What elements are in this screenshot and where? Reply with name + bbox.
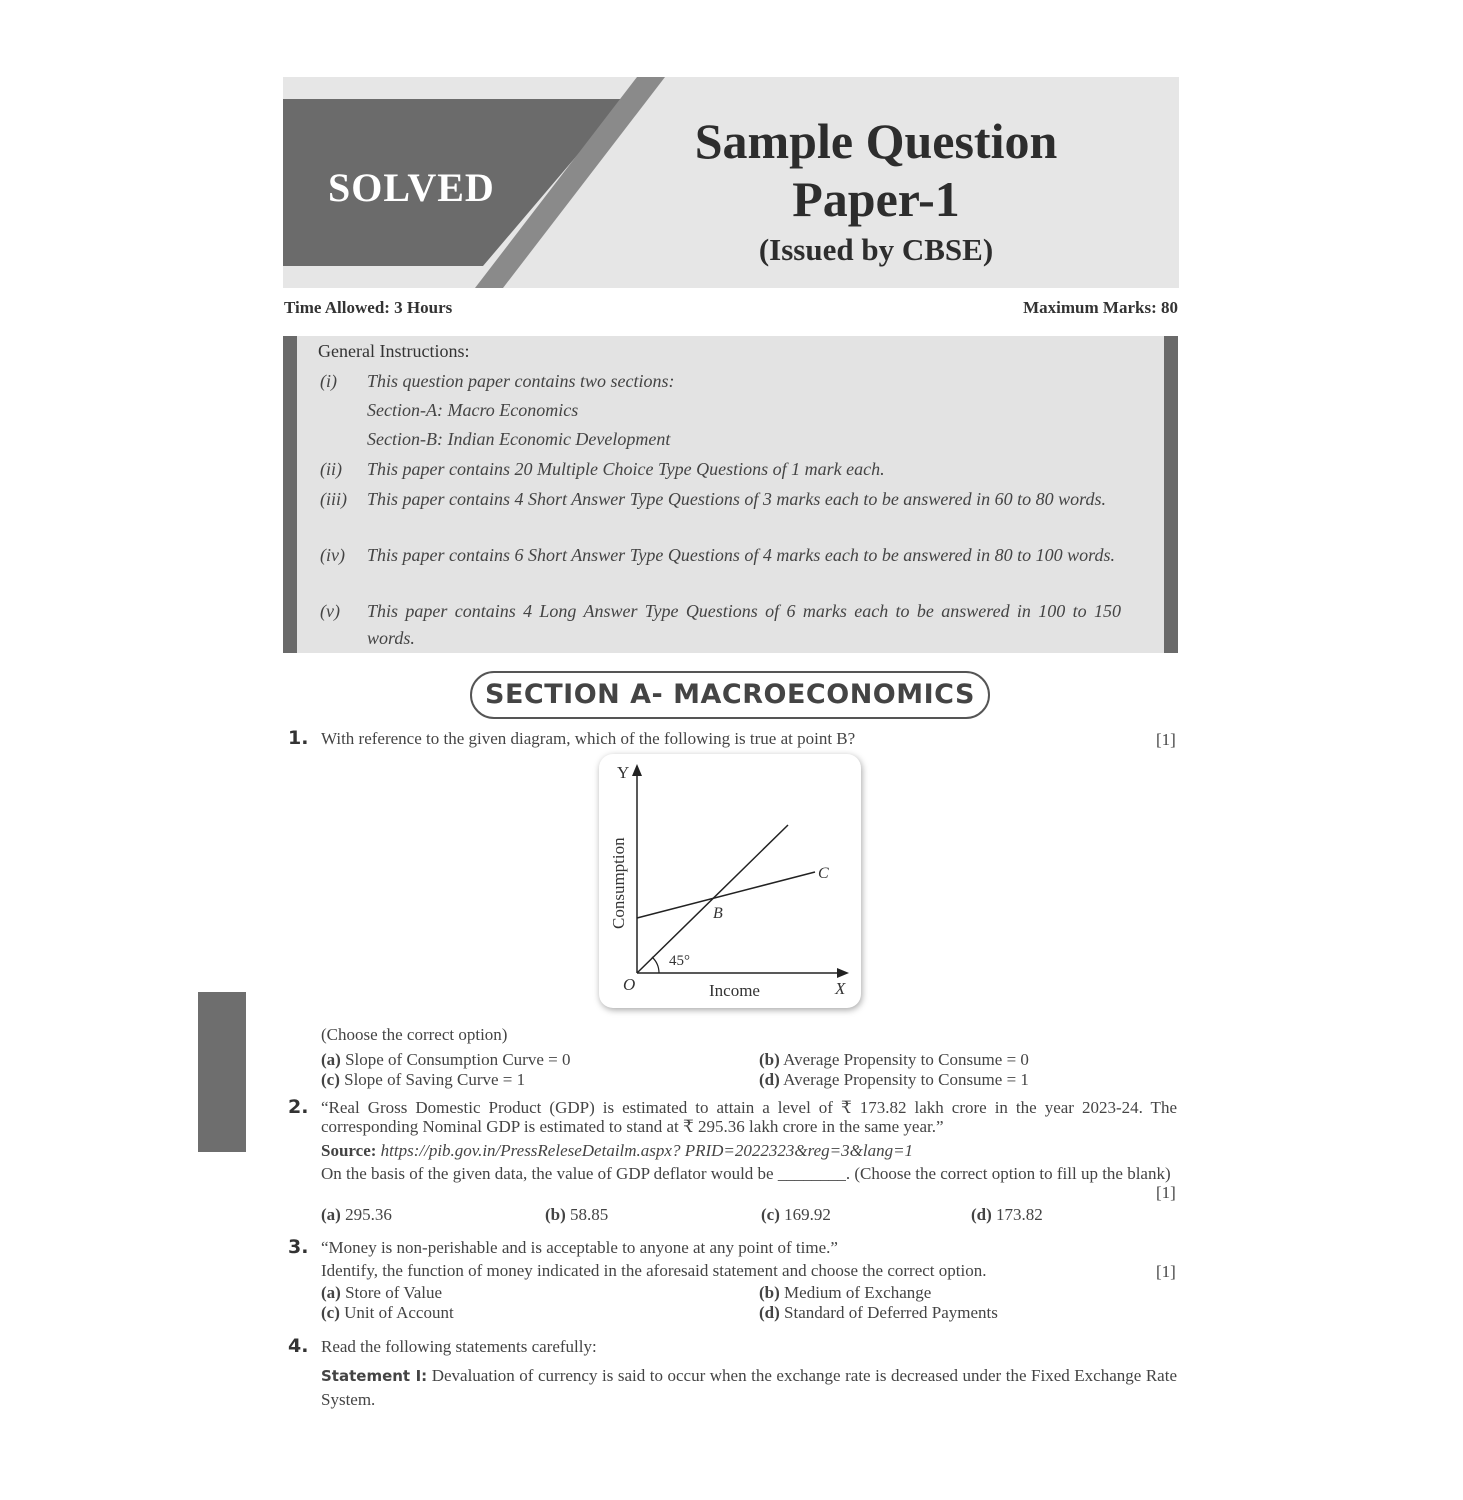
question-text: With reference to the given diagram, which of the following is true at point B?	[321, 729, 856, 748]
time-allowed: Time Allowed: 3 Hours	[284, 298, 453, 317]
paper-title	[600, 112, 1152, 228]
x-axis-label: X	[835, 979, 846, 998]
option-text: Average Propensity to Consume = 0	[783, 1050, 1029, 1069]
option-text: Medium of Exchange	[784, 1283, 932, 1302]
title-line-1: Sample Question	[694, 113, 1058, 169]
option-text: Standard of Deferred Payments	[784, 1303, 998, 1322]
maximum-marks: Maximum Marks: 80	[1023, 298, 1178, 317]
option-text: Store of Value	[345, 1283, 443, 1302]
instruction-line: Section-A: Macro Economics	[367, 400, 579, 420]
option-key: (b)	[759, 1283, 780, 1302]
instruction-item: This paper contains 4 Long Answer Type Questions of 6 marks each to be answered in 100 to 150 words.	[367, 601, 1121, 648]
option-text: 173.82	[996, 1205, 1043, 1224]
option	[545, 1205, 608, 1225]
title-line-2: Paper-1	[792, 171, 960, 227]
option-key: (b)	[759, 1050, 780, 1069]
question-mark: [1]	[1156, 730, 1176, 749]
statement-label: Statement I:	[321, 1367, 428, 1385]
instruction-line: Section-B: Indian Economic Development	[367, 429, 671, 449]
question-text: Read the following statements carefully:	[321, 1337, 597, 1356]
diagram-svg	[599, 754, 861, 1008]
option-text: Slope of Consumption Curve = 0	[345, 1050, 571, 1069]
consumption-diagram	[599, 754, 861, 1008]
question-instruction: (Choose the correct option)	[321, 1025, 508, 1044]
point-b-label: B	[713, 905, 723, 922]
instruction-num: (iii)	[320, 489, 347, 509]
option	[759, 1050, 1029, 1070]
option	[321, 1283, 442, 1303]
instruction-item: This paper contains 6 Short Answer Type Questions of 4 marks each to be answered in 80 to 100 words.	[367, 545, 1115, 565]
instruction-item: This paper contains 20 Multiple Choice Type Questions of 1 mark each.	[367, 459, 885, 479]
source-url: https://pib.gov.in/PressReleseDetailm.aspx? PRID=2022323&reg=3&lang=1	[380, 1141, 914, 1160]
angle-arc	[652, 957, 659, 973]
option-key: (d)	[759, 1070, 780, 1089]
option-key: (c)	[321, 1303, 340, 1322]
consumption-curve	[637, 872, 815, 918]
option-key: (a)	[321, 1050, 341, 1069]
question-mark: [1]	[1156, 1183, 1176, 1202]
question-quote: “Real Gross Domestic Product (GDP) is estimated to attain a level of ₹ 173.82 lakh crore in the year 2023-24. The corresponding Nominal GDP is estimated to stand at ₹ 295.36 lakh crore in the same year.”	[321, 1098, 1177, 1136]
side-tab	[198, 992, 246, 1152]
option-text: Slope of Saving Curve = 1	[344, 1070, 526, 1089]
income-label: Income	[709, 981, 760, 1000]
instructions-right-bar	[1164, 336, 1178, 653]
question-mark: [1]	[1156, 1262, 1176, 1281]
question-quote: “Money is non-perishable and is acceptable to anyone at any point of time.”	[321, 1238, 838, 1257]
option-text: Average Propensity to Consume = 1	[783, 1070, 1029, 1089]
question-prompt: Identify, the function of money indicated in the aforesaid statement and choose the correct option.	[321, 1261, 987, 1280]
x-axis-arrow	[837, 968, 849, 978]
option-text: 169.92	[784, 1205, 831, 1224]
question-number: 1.	[288, 727, 309, 749]
option-key: (d)	[971, 1205, 992, 1224]
option	[971, 1205, 1043, 1225]
option	[759, 1303, 998, 1323]
paper-subtitle: (Issued by CBSE)	[758, 232, 994, 267]
curve-c-label: C	[818, 865, 829, 882]
option-text: 295.36	[345, 1205, 392, 1224]
instruction-num: (ii)	[320, 459, 342, 479]
origin-label: O	[623, 975, 636, 994]
y-axis-arrow	[632, 764, 642, 776]
option	[321, 1050, 570, 1070]
option-text: 58.85	[570, 1205, 609, 1224]
consumption-label: Consumption	[609, 837, 628, 929]
question-prompt: On the basis of the given data, the value of GDP deflator would be ________. (Choose the correct option to fill up the blank)	[321, 1164, 1171, 1183]
option	[321, 1205, 392, 1225]
option-key: (a)	[321, 1205, 341, 1224]
option	[321, 1070, 525, 1090]
option-key: (b)	[545, 1205, 566, 1224]
instruction-item: This paper contains 4 Short Answer Type Questions of 3 marks each to be answered in 60 to 80 words.	[367, 489, 1106, 509]
question-number: 4.	[288, 1335, 309, 1357]
option	[321, 1303, 454, 1323]
instructions-left-bar	[283, 336, 297, 653]
solved-badge: SOLVED	[328, 165, 495, 210]
instruction-num: (iv)	[320, 545, 345, 565]
statement-text: Devaluation of currency is said to occur when the exchange rate is decreased under the Fixed Exchange Rate System.	[321, 1366, 1177, 1409]
option-key: (c)	[321, 1070, 340, 1089]
instruction-item	[367, 368, 1121, 453]
option-key: (d)	[759, 1303, 780, 1322]
instruction-line: This question paper contains two sections:	[367, 371, 675, 391]
y-axis-label: Y	[617, 763, 630, 782]
instructions-title: General Instructions:	[318, 341, 470, 361]
option	[759, 1283, 931, 1303]
question-number: 3.	[288, 1236, 309, 1258]
option-key: (c)	[761, 1205, 780, 1224]
option	[759, 1070, 1029, 1090]
angle-label: 45°	[669, 953, 690, 969]
option-text: Unit of Account	[344, 1303, 454, 1322]
question-source	[321, 1141, 913, 1161]
source-label: Source:	[321, 1141, 377, 1160]
statement	[321, 1364, 1177, 1411]
option-key: (a)	[321, 1283, 341, 1302]
section-title: SECTION A- MACROECONOMICS	[470, 671, 990, 719]
instruction-num: (i)	[320, 371, 337, 391]
question-number: 2.	[288, 1096, 309, 1118]
instruction-num: (v)	[320, 601, 340, 621]
option	[761, 1205, 831, 1225]
